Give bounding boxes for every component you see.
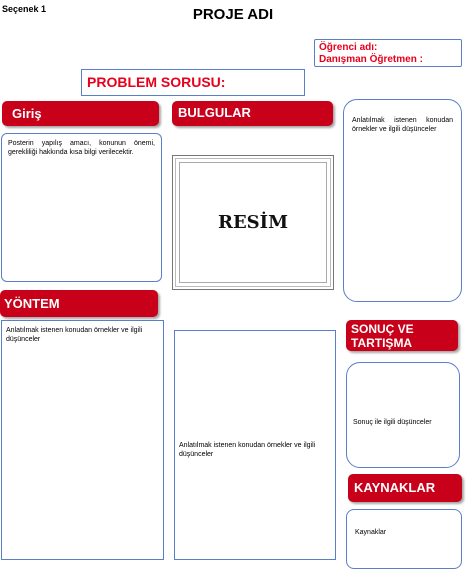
yontem-panel — [1, 320, 164, 560]
image-label: RESİM — [217, 212, 289, 233]
sonuc-text: Sonuç ile ilgili düşünceler — [353, 419, 432, 426]
sonuc-heading: SONUÇ VE TARTIŞMA — [346, 320, 458, 351]
giris-panel — [1, 133, 162, 282]
advisor-label: Danışman Öğretmen : — [319, 54, 423, 65]
option-label: Seçenek 1 — [2, 4, 47, 14]
student-info-box — [314, 39, 462, 67]
bulgular-panel — [174, 330, 336, 560]
giris-text: Posterin yapılış amacı, konunun önemi, gerekliliği hakkında kısa bilgi verilecektir. — [8, 140, 155, 156]
kaynaklar-panel — [346, 509, 462, 569]
yontem-heading: YÖNTEM — [0, 290, 158, 317]
project-title: PROJE ADI — [192, 6, 274, 23]
student-name-label: Öğrenci adı: — [319, 42, 378, 53]
image-inner-frame — [179, 162, 327, 283]
problem-question-box — [81, 69, 305, 96]
sonuc-panel — [346, 362, 460, 468]
right-top-text: Anlatılmak istenen konudan örnekler ve ilgili düşünceler — [352, 117, 453, 133]
problem-question-label: PROBLEM SORUSU: — [87, 74, 226, 90]
bulgular-heading: BULGULAR — [172, 101, 333, 126]
right-top-panel — [343, 99, 462, 302]
yontem-text: Anlatılmak istenen konudan örnekler ve ilgili düşünceler — [6, 327, 143, 343]
image-placeholder — [172, 155, 334, 290]
giris-heading: Giriş — [2, 101, 159, 126]
kaynaklar-heading: KAYNAKLAR — [348, 474, 462, 502]
bulgular-text: Anlatılmak istenen konudan örnekler ve ilgili düşünceler — [179, 442, 316, 458]
kaynaklar-text: Kaynaklar — [355, 529, 387, 536]
